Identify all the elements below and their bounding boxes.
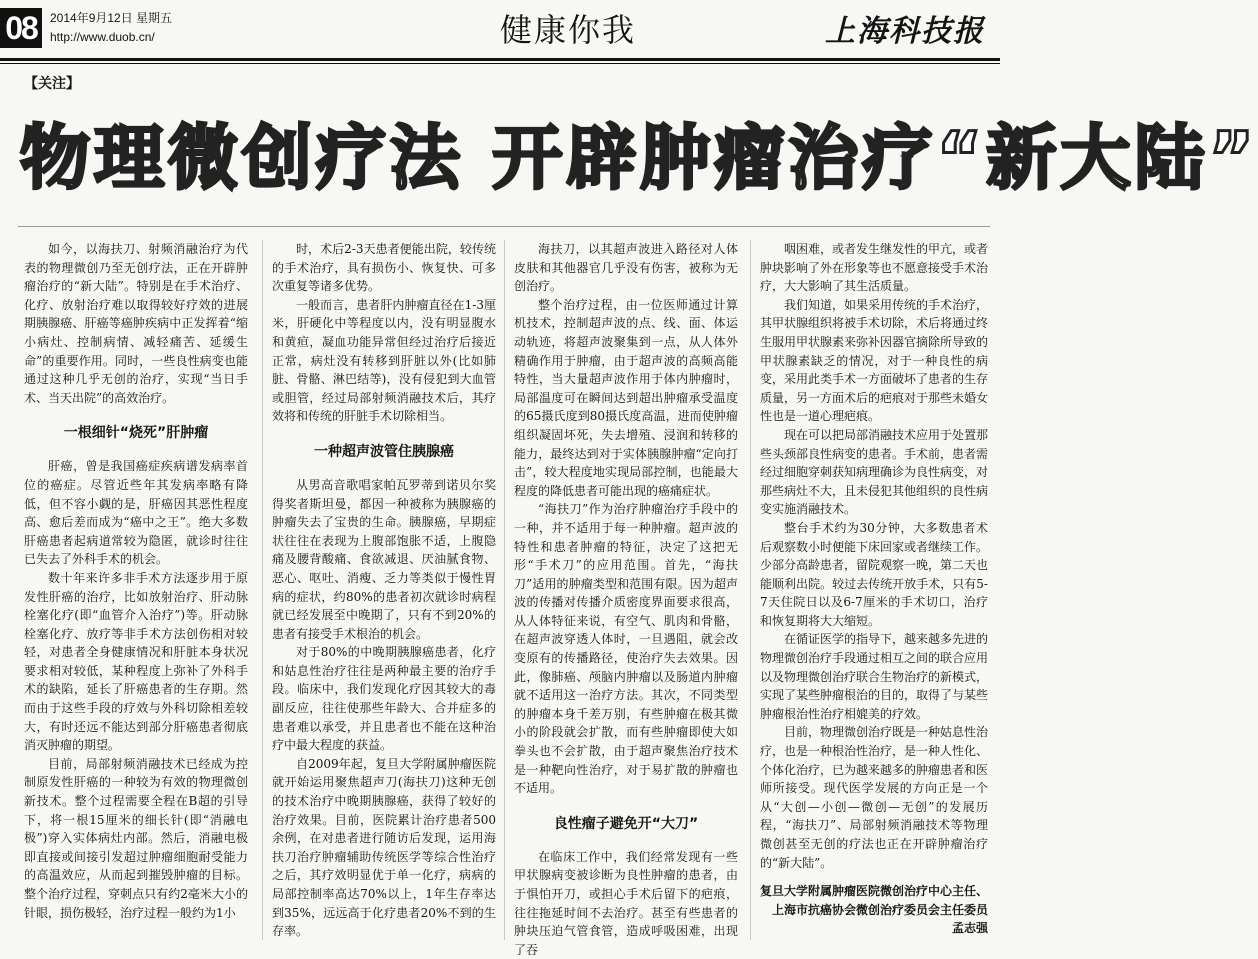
headline-rule [18, 226, 990, 227]
paragraph: 自2009年起，复旦大学附属肿瘤医院就开始运用聚焦超声刀(海扶刀)这种无创的技术治疗中晚期胰腺癌，获得了较好的治疗效果。目前，医院累计治疗患者500余例，在对患者进行随访后发现，运用海扶刀治疗肿瘤辅助传统医学等综合性治疗之后，其疗效明显优于单一化疗，病病的局部控制率高达70%以上，1年生存率达到35%，远远高于化疗患者20%不到的生存率。 [272, 756, 496, 939]
paragraph: 在临床工作中，我们经常发现有一些甲状腺病变被诊断为良性肿瘤的患者，由于惧怕开刀，或担心手术后留下的疤痕，往往拖延时间不去治疗。甚至有些患者的肿块压迫气管食管，造成呼吸困难，出现了吞 [514, 849, 738, 957]
article-column-4 [760, 240, 1001, 940]
website-url[interactable]: http://www.duob.cn/ [50, 30, 155, 44]
paragraph: 整台手术约为30分钟，大多数患者术后观察数小时便能下床回家或者继续工作。少部分高龄患者，留院观察一晚，第二天也能顺利出院。较过去传统开放手术，只有5-7天住院日以及6-7厘米的手术切口，治疗和恢复期将大大缩短。 [760, 520, 989, 628]
subheading-pancreatic-cancer: 一种超声波管住胰腺癌 [314, 443, 454, 460]
paragraph: 目前，物理微创治疗既是一种姑息性治疗，也是一种根治性治疗，是一种人性化、个体化治疗，已为越来越多的肿瘤患者和医师所接受。现代医学发展的方向正是一个从“大创—小创—微创—无创”的发展历程，“海扶刀”、局部射频消融技术等物理微创甚至无创的疗法也正在开辟肿瘤治疗的“新大陆”。 [760, 725, 989, 870]
article-column-3 [514, 240, 738, 957]
article-headline: 物理微创疗法 开辟肿瘤治疗“新大陆” [20, 117, 1258, 199]
subheading-benign-tumors: 良性瘤子避免开“大刀” [553, 815, 699, 832]
page-header [0, 0, 1000, 64]
paragraph: 对于80%的中晚期胰腺癌患者，化疗和姑息性治疗往往是两种最主要的治疗手段。临床中，我们发现化疗因其较大的毒副反应，往往使那些年龄大、合并症多的患者难以承受，并且患者也不能在这种治疗中最大程度的获益。 [272, 645, 496, 753]
paragraph: 肝癌，曾是我国癌症疾病谱发病率首位的癌症。尽管近些年其发病率略有降低，但不容小觑的是，肝癌因其恶性程度高、愈后差而成为“癌中之王”。绝大多数肝癌患者起病道常较为隐匿，就诊时往往已失去了外科手术的机会。 [24, 459, 248, 567]
paragraph: 在循证医学的指导下，越来越多先进的物理微创治疗手段通过相互之间的联合应用以及物理微创治疗联合生物治疗的新模式，实现了某些肿瘤根治的目的，取得了与某些肿瘤根治性治疗相媲美的疗效。 [760, 632, 989, 721]
column-divider [262, 240, 263, 940]
page-number: 08 [0, 8, 42, 48]
newspaper-masthead: 上海科技报 [825, 14, 985, 49]
paragraph: 海扶刀，以其超声波进入路径对人体皮肤和其他器官几乎没有伤害，被称为无创治疗。 [514, 242, 738, 294]
subheading-liver-cancer: 一根细针“烧死”肝肿瘤 [63, 425, 209, 442]
header-rule-thin [0, 63, 1000, 64]
column-divider [504, 240, 505, 940]
article-column-1 [24, 240, 248, 940]
issue-date: 2014年9月12日 星期五 [50, 11, 173, 25]
column-divider [750, 240, 751, 940]
paragraph: 数十年来许多非手术方法逐步用于原发性肝癌的治疗，比如放射治疗、肝动脉栓塞化疗(即“血管介入治疗”)等。肝动脉栓塞化疗、放疗等非手术方法创伤相对较轻，对患者全身健康情况和肝脏本身状况要求相对较低，某种程度上弥补了外科手术的缺陷，延长了肝癌患者的生存期。然而由于这些手段的疗效与外科切除相差较大，有时还远不能达到部分肝癌患者彻底消灭肿瘤的期望。 [24, 570, 248, 753]
paragraph: “海扶刀”作为治疗肿瘤治疗手段中的一种，并不适用于每一种肿瘤。超声波的特性和患者肿瘤的特征，决定了这把无形“手术刀”的应用范围。首先，“海扶刀”适用的肿瘤类型和范围有限。因为超声波的传播对传播介质密度界面要求很高，从人体特征来说，有空气、肌肉和骨骼，在超声波穿透人体时，一旦遇阻，就会改变原有的传播路径，使治疗失去效果。因此，像肺癌、颅脑内肿瘤以及肠道内肿瘤就不适用这一治疗方法。其次，不同类型的肿瘤本身千差万别，有些肿瘤在极其微小的阶段就会扩散，而有些肿瘤即使大如拳头也不会扩散，由于超声聚焦治疗技术是一种靶向性治疗，对于易扩散的肿瘤也不适用。 [514, 502, 738, 796]
paragraph: 如今，以海扶刀、射频消融治疗为代表的物理微创乃至无创疗法，正在开辟肿瘤治疗的“新大陆”。特别是在手术治疗、化疗、放射治疗难以取得较好疗效的进展期胰腺癌、肝癌等癌肿疾病中正发挥着“缩小病灶、控制病情、减轻痛苦、延缓生命”的重要作用。同时，一些良性病变也能通过这种几乎无创的治疗，实现“当日手术、当天出院”的高效治疗。 [24, 242, 248, 405]
paragraph: 我们知道，如果采用传统的手术治疗，其甲状腺组织将被手术切除，术后将通过终生服用甲状腺素来弥补因器官摘除所导致的甲状腺素缺乏的情况，对于一种良性的病变，采用此类手术一方面破坏了患者的生存质量，另一方面术后的疤痕对于那些未婚女性也是一道心理疤痕。 [760, 297, 989, 424]
paragraph: 一般而言，患者肝内肿瘤直径在1-3厘米，肝硬化中等程度以内，没有明显腹水和黄疸，凝血功能异常但经过治疗后接近正常，病灶没有转移到肝脏以外(比如肺脏、骨骼、淋巴结等)，没有侵犯到大血管或胆管，经过局部射频消融技术后，其疗效将和传统的肝脏手术切除相当。 [272, 297, 496, 424]
paragraph: 目前，局部射频消融技术已经成为控制原发性肝癌的一种较为有效的物理微创新技术。整个过程需要全程在B超的引导下，将一根15厘米的细长针(即“消融电极”)穿入实体病灶内部。然后，消融电极即直接或间接引发超过肿瘤细胞耐受能力的高温效应，从而起到摧毁肿瘤的目标。整个治疗过程，穿刺点只有约2毫米大小的针眼，损伤极轻，治疗过程一般约为1小 [24, 756, 248, 920]
paragraph: 时，术后2-3天患者便能出院，较传统的手术治疗，具有损伤小、恢复快、可多次重复等诸多优势。 [272, 242, 496, 294]
header-rule [0, 58, 1000, 61]
section-title: 健康你我 [500, 11, 637, 49]
paragraph: 现在可以把局部消融技术应用于处置那些头颈部良性病变的患者。手术前，患者需经过细胞穿刺获知病理确诊为良性病变，对那些病灶不大，且未侵犯其他组织的良性病变实施消融技术。 [760, 427, 989, 517]
paragraph: 咽困难，或者发生继发性的甲亢，或者肿块影响了外在形象等也不愿意接受手术治疗，大大影响了其生活质量。 [760, 242, 989, 294]
article-kicker: 【关注】 [24, 76, 80, 92]
article-column-2 [272, 240, 496, 940]
paragraph: 整个治疗过程，由一位医师通过计算机技术，控制超声波的点、线、面、体运动轨迹，将超声波聚集到一点，从人体外精确作用于肿瘤，由于超声波的高频高能特性，当大量超声波作用于体内肿瘤时，局部温度可在瞬间达到超出肿瘤承受温度的65摄氏度到80摄氏度高温，进而使肿瘤组织凝固坏死，失去增殖、浸润和转移的能力，最终达到对于实体胰腺肿瘤“定向打击”，较大程度地实现局部控制，也能最大程度的降低患者可能出现的癌痛症状。 [514, 297, 738, 498]
paragraph: 从男高音歌唱家帕瓦罗蒂到诺贝尔奖得奖者斯坦曼，都因一种被称为胰腺癌的肿瘤失去了宝贵的生命。胰腺癌，早期症状往往在表现为上腹部饱胀不适，上腹隐痛及腰背酸痛、食欲减退、厌油腻食物、恶心、呕吐、消瘦、乏力等类似于慢性胃病的症状，约80%的患者初次就诊时病程就已经发展至中晚期了，只有不到20%的患者有接受手术根治的机会。 [272, 477, 496, 641]
author-byline: 复旦大学附属肿瘤医院微创治疗中心主任、上海市抗癌协会微创治疗委员会主任委员 孟志强 [760, 884, 1001, 936]
